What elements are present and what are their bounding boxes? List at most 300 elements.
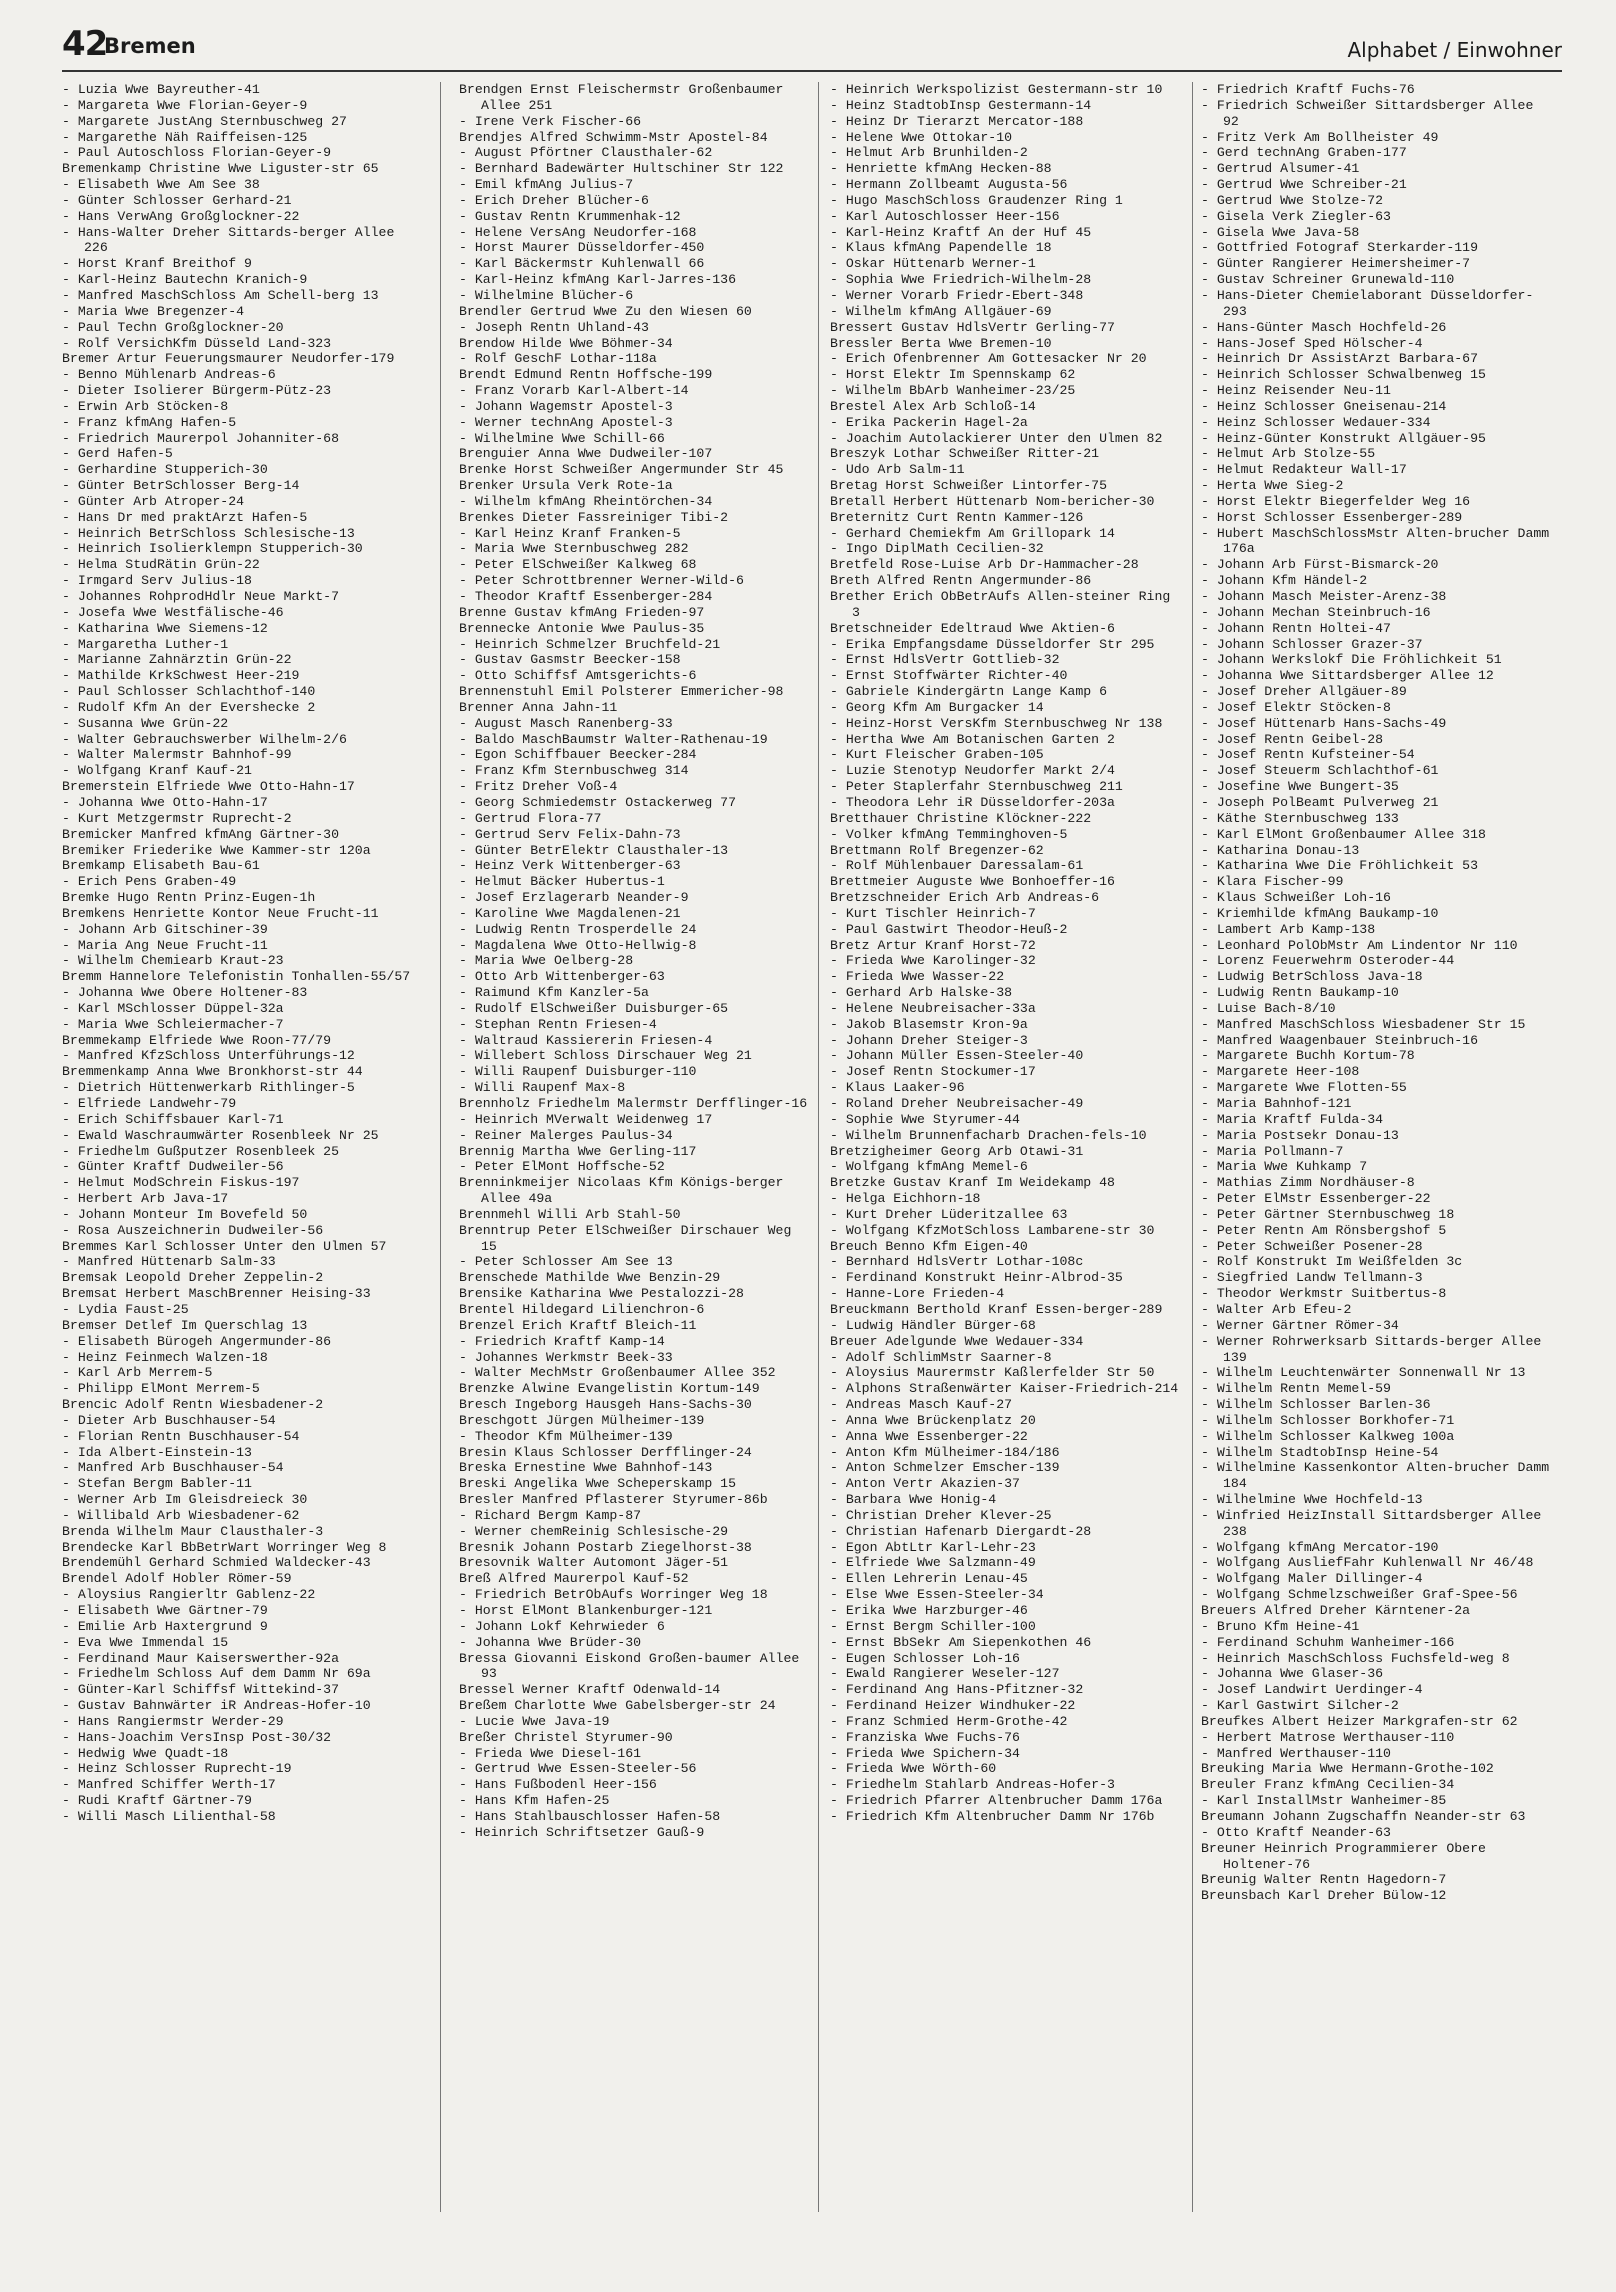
- directory-entry: - Theodor Kraftf Essenberger-284: [459, 589, 713, 604]
- directory-entry: - Luzia Wwe Bayreuther-41: [62, 82, 260, 97]
- directory-entry: Brentel Hildegard Lilienchron-6: [459, 1301, 705, 1317]
- directory-entry: - Friedrich Pfarrer Altenbrucher Damm 176a: [830, 1793, 1163, 1809]
- directory-entry: - Johann Dreher Steiger-3: [830, 1032, 1028, 1048]
- directory-entry: - Anton Schmelzer Emscher-139: [830, 1460, 1060, 1476]
- directory-entry: - Fritz Verk Am Bollheister 49: [1201, 129, 1439, 145]
- directory-entry: - Karl Heinz Kranf Franken-5: [459, 525, 681, 541]
- directory-entry: - Alphons Straßenwärter Kaiser-Friedrich-214: [830, 1381, 1179, 1397]
- directory-entry: - Manfred Schiffer Werth-17: [62, 1777, 276, 1793]
- directory-entry: - Bernhard Badewärter Hultschiner Str 122: [459, 161, 784, 177]
- directory-entry: - Klaus Laaker-96: [830, 1080, 965, 1096]
- directory-entry: - Volker kfmAng Temminghoven-5: [830, 826, 1068, 842]
- directory-entry: - Johann Arb Gitschiner-39: [62, 921, 268, 937]
- directory-entry: - Johannes RohprodHdlr Neue Markt-7: [62, 589, 339, 604]
- directory-entry: - Johann Monteur Im Bovefeld 50: [62, 1206, 308, 1222]
- directory-entry: - Karl-Heinz kfmAng Karl-Jarres-136: [459, 272, 736, 288]
- directory-entry: - Ludwig Rentn Trosperdelle 24: [459, 921, 697, 937]
- directory-entry: - Willi Raupenf Duisburger-110: [459, 1064, 697, 1080]
- directory-entry: - Karl-Heinz Kraftf An der Huf 45: [830, 224, 1092, 240]
- directory-entry: - Helene Wwe Ottokar-10: [830, 129, 1013, 145]
- directory-entry: - Otto Schiffsf Amtsgerichts-6: [459, 668, 697, 684]
- directory-entry: Bretzke Gustav Kranf Im Weidekamp 48: [830, 1175, 1115, 1191]
- directory-entry: - Maria Pollmann-7: [1201, 1143, 1344, 1159]
- directory-entry: - Margarethe Näh Raiffeisen-125: [62, 129, 308, 145]
- directory-entry: - Frieda Wwe Wörth-60: [830, 1761, 997, 1777]
- directory-entry: - Franz kfmAng Hafen-5: [62, 414, 237, 430]
- directory-entry: - Helmut Arb Stolze-55: [1201, 446, 1376, 462]
- directory-entry: - Egon AbtLtr Karl-Lehr-23: [830, 1539, 1036, 1555]
- directory-entry: - Gisela Wwe Java-58: [1201, 224, 1360, 240]
- directory-entry: - Oskar Hüttenarb Werner-1: [830, 256, 1036, 272]
- directory-entry: - Aloysius Rangierltr Gablenz-22: [62, 1587, 316, 1603]
- directory-entry: - Susanna Wwe Grün-22: [62, 715, 229, 731]
- directory-entry: Brettmeier Auguste Wwe Bonhoeffer-16: [830, 874, 1115, 890]
- directory-entry: Bressel Werner Kraftf Odenwald-14: [459, 1682, 721, 1698]
- directory-entry: - Irmgard Serv Julius-18: [62, 573, 252, 589]
- directory-entry: - Johannes Werkmstr Beek-33: [459, 1349, 673, 1365]
- directory-entry: - Mathias Zimm Nordhäuser-8: [1201, 1175, 1415, 1191]
- directory-entry: - Georg Kfm Am Burgacker 14: [830, 699, 1044, 715]
- directory-entry: - Gertrud Wwe Essen-Steeler-56: [459, 1761, 697, 1777]
- directory-entry: Brendemühl Gerhard Schmied Waldecker-43: [62, 1555, 371, 1571]
- directory-entry: - Else Wwe Essen-Steeler-34: [830, 1587, 1044, 1603]
- directory-entry: - Theodora Lehr iR Düsseldorfer-203a: [830, 794, 1115, 810]
- directory-entry: - Luzie Stenotyp Neudorfer Markt 2/4: [830, 763, 1115, 779]
- directory-entry: - Peter Schlosser Am See 13: [459, 1254, 673, 1270]
- directory-entry: Bressert Gustav HdlsVertr Gerling-77: [830, 319, 1115, 335]
- directory-entry: - Peter Rentn Am Rönsbergshof 5: [1201, 1222, 1447, 1238]
- directory-entry: - Christian Hafenarb Diergardt-28: [830, 1523, 1092, 1539]
- directory-entry: Brennecke Antonie Wwe Paulus-35: [459, 620, 705, 636]
- directory-entry: - Maria Kraftf Fulda-34: [1201, 1111, 1384, 1127]
- directory-entry: - Elfriede Wwe Salzmann-49: [830, 1555, 1036, 1571]
- directory-entry: - Hans Dr med praktArzt Hafen-5: [62, 509, 308, 525]
- directory-entry: - Maria Wwe Kuhkamp 7: [1201, 1159, 1368, 1175]
- directory-entry: - Anton Vertr Akazien-37: [830, 1476, 1020, 1492]
- directory-entry: - Helene VersAng Neudorfer-168: [459, 224, 697, 240]
- directory-entry: Bretzschneider Erich Arb Andreas-6: [830, 890, 1100, 906]
- directory-entry: - Bruno Kfm Heine-41: [1201, 1618, 1360, 1634]
- directory-entry: Brendgen Ernst Fleischermstr Großenbaumer Allee 251: [459, 82, 784, 113]
- directory-entry: - Theodor Kfm Mülheimer-139: [459, 1428, 673, 1444]
- directory-entry: Bremmekamp Elfriede Wwe Roon-77/79: [62, 1032, 332, 1048]
- directory-entry: - Winfried HeizInstall Sittardsberger Allee 238: [1201, 1507, 1542, 1539]
- directory-entry: - Margareta Wwe Florian-Geyer-9: [62, 97, 308, 113]
- directory-entry: - Johanna Wwe Sittardsberger Allee 12: [1201, 668, 1494, 684]
- directory-entry: - Udo Arb Salm-11: [830, 462, 965, 478]
- directory-entry: Bremenkamp Christine Wwe Liguster-str 65: [62, 161, 379, 177]
- directory-entry: - Paul Techn Großglockner-20: [62, 319, 284, 335]
- directory-entry: Breufkes Albert Heizer Markgrafen-str 62: [1201, 1713, 1518, 1729]
- directory-entry: - Christian Dreher Klever-25: [830, 1507, 1052, 1523]
- directory-entry: - Jakob Blasemstr Kron-9a: [830, 1016, 1028, 1032]
- directory-entry: - Luise Bach-8/10: [1201, 1000, 1336, 1016]
- directory-entry: - Heinz Feinmech Walzen-18: [62, 1349, 268, 1365]
- directory-entry: Bresovnik Walter Automont Jäger-51: [459, 1555, 729, 1571]
- directory-entry: - Wolfgang KfzMotSchloss Lambarene-str 30: [830, 1222, 1155, 1238]
- directory-entry: - Gustav Bahnwärter iR Andreas-Hofer-10: [62, 1698, 371, 1714]
- directory-entry: Brennholz Friedhelm Malermstr Derfflinger-16: [459, 1096, 808, 1111]
- directory-entry: Bretzigheimer Georg Arb Otawi-31: [830, 1143, 1084, 1159]
- directory-entry: Brenda Wilhelm Maur Clausthaler-3: [62, 1523, 324, 1539]
- directory-entry: - Johanna Wwe Brüder-30: [459, 1634, 642, 1650]
- directory-entry: - Hubert MaschSchlossMstr Alten-brucher Damm 176a: [1201, 525, 1550, 557]
- directory-entry: - Wilhelmine Kassenkontor Alten-brucher Damm 184: [1201, 1460, 1550, 1492]
- directory-entry: - Josef Landwirt Uerdinger-4: [1201, 1682, 1423, 1698]
- directory-entry: Brendt Edmund Rentn Hoffsche-199: [459, 367, 713, 383]
- directory-entry: Breßer Christel Styrumer-90: [459, 1729, 673, 1745]
- directory-entry: Brenguier Anna Wwe Dudweiler-107: [459, 446, 713, 462]
- directory-entry: - Erich Dreher Blücher-6: [459, 192, 649, 208]
- directory-entry: Breska Ernestine Wwe Bahnhof-143: [459, 1460, 713, 1476]
- directory-entry: - Friedrich Kraftf Kamp-14: [459, 1333, 665, 1349]
- directory-entry: - Hans-Josef Sped Hölscher-4: [1201, 335, 1423, 351]
- directory-entry: - Hans-Joachim VersInsp Post-30/32: [62, 1729, 332, 1745]
- directory-entry: Bretthauer Christine Klöckner-222: [830, 810, 1092, 826]
- directory-entry: - Kurt Dreher Lüderitzallee 63: [830, 1206, 1068, 1222]
- directory-entry: Brendler Gertrud Wwe Zu den Wiesen 60: [459, 303, 752, 319]
- directory-entry: Bremiker Friederike Wwe Kammer-str 120a: [62, 842, 371, 858]
- directory-entry: Breschgott Jürgen Mülheimer-139: [459, 1412, 705, 1428]
- directory-entry: - Wilhelm Schlosser Kalkweg 100a: [1201, 1428, 1455, 1444]
- directory-entry: - Magdalena Wwe Otto-Hellwig-8: [459, 937, 697, 953]
- directory-entry: - Franz Schmied Herm-Grothe-42: [830, 1713, 1068, 1729]
- directory-entry: - Frieda Wwe Wasser-22: [830, 969, 1005, 985]
- directory-entry: - Karl Gastwirt Silcher-2: [1201, 1698, 1399, 1714]
- directory-entry: Bresler Manfred Pflasterer Styrumer-86b: [459, 1492, 768, 1508]
- directory-entry: Bresch Ingeborg Hausgeh Hans-Sachs-30: [459, 1397, 752, 1413]
- directory-entry: - Wilhelm Chemiearb Kraut-23: [62, 953, 284, 969]
- directory-entry: Breuer Adelgunde Wwe Wedauer-334: [830, 1333, 1084, 1349]
- directory-entry: - Peter Schrottbrenner Werner-Wild-6: [459, 573, 744, 589]
- directory-entry: - Josefine Wwe Bungert-35: [1201, 779, 1399, 795]
- directory-entry: - Karl Autoschlosser Heer-156: [830, 208, 1060, 224]
- directory-entry: - Wilhelm Schlosser Borkhofer-71: [1201, 1412, 1455, 1428]
- directory-entry: - Manfred MaschSchloss Am Schell-berg 13: [62, 287, 379, 303]
- directory-entry: - Karl InstallMstr Wanheimer-85: [1201, 1793, 1447, 1809]
- directory-entry: - Stephan Rentn Friesen-4: [459, 1016, 657, 1032]
- directory-entry: - Ferdinand Konstrukt Heinr-Albrod-35: [830, 1270, 1123, 1286]
- directory-entry: - Manfred Hüttenarb Salm-33: [62, 1254, 276, 1270]
- directory-entry: - Maria Wwe Oelberg-28: [459, 953, 634, 969]
- directory-entry: - Wilhelm kfmAng Allgäuer-69: [830, 303, 1052, 319]
- directory-entry: - Heinrich Schriftsetzer Gauß-9: [459, 1824, 705, 1840]
- directory-entry: - Helma StudRätin Grün-22: [62, 557, 260, 573]
- directory-entry: - Gustav Gasmstr Beecker-158: [459, 652, 681, 668]
- directory-entry: - Wilhelmine Wwe Hochfeld-13: [1201, 1492, 1423, 1508]
- directory-entry: - Peter ElSchweißer Kalkweg 68: [459, 557, 697, 573]
- directory-entry: - Josefa Wwe Westfälische-46: [62, 604, 284, 620]
- directory-entry: - Wolfgang Schmelzschweißer Graf-Spee-56: [1201, 1587, 1518, 1603]
- directory-entry: - Friedrich Kfm Altenbrucher Damm Nr 176b: [830, 1808, 1155, 1824]
- directory-entry: Bremer Artur Feuerungsmaurer Neudorfer-179: [62, 351, 395, 367]
- directory-entry: - Klara Fischer-99: [1201, 874, 1344, 890]
- directory-entry: - Rudi Kraftf Gärtner-79: [62, 1793, 252, 1809]
- directory-entry: - Kriemhilde kfmAng Baukamp-10: [1201, 905, 1439, 921]
- directory-entry: - Günter BetrElektr Clausthaler-13: [459, 842, 729, 858]
- directory-entry: - Johann Mechan Steinbruch-16: [1201, 604, 1431, 620]
- directory-entry: - Helmut Bäcker Hubertus-1: [459, 874, 665, 890]
- directory-entry: - Werner chemReinig Schlesische-29: [459, 1523, 729, 1539]
- directory-entry: - Hertha Wwe Am Botanischen Garten 2: [830, 731, 1115, 747]
- directory-entry: - Eva Wwe Immendal 15: [62, 1634, 229, 1650]
- directory-entry: Breunig Walter Rentn Hagedorn-7: [1201, 1872, 1447, 1888]
- directory-entry: - Walter Malermstr Bahnhof-99: [62, 747, 292, 763]
- directory-entry: Breßem Charlotte Wwe Gabelsberger-str 24: [459, 1698, 776, 1714]
- directory-entry: - Wilhelm Schlosser Barlen-36: [1201, 1397, 1431, 1413]
- directory-entry: - Horst Elektr Biegerfelder Weg 16: [1201, 493, 1471, 509]
- directory-entry: - Walter Arb Efeu-2: [1201, 1301, 1352, 1317]
- directory-entry: - Wilhelm Rentn Memel-59: [1201, 1381, 1391, 1397]
- directory-entry: Brenzke Alwine Evangelistin Kortum-149: [459, 1381, 760, 1397]
- directory-entry: - Werner Gärtner Römer-34: [1201, 1317, 1399, 1333]
- directory-entry: - Erwin Arb Stöcken-8: [62, 398, 229, 414]
- directory-entry: - Gerd Hafen-5: [62, 446, 173, 462]
- directory-entry: - Franz Kfm Sternbuschweg 314: [459, 763, 689, 779]
- directory-entry: Bremmes Karl Schlosser Unter den Ulmen 57: [62, 1238, 387, 1254]
- directory-entry: - Willibald Arb Wiesbadener-62: [62, 1507, 300, 1523]
- directory-entry: - Gerd technAng Graben-177: [1201, 145, 1407, 161]
- directory-entry: - Heinrich MaschSchloss Fuchsfeld-weg 8: [1201, 1650, 1510, 1666]
- directory-entry: - Anton Kfm Mülheimer-184/186: [830, 1444, 1060, 1460]
- directory-entry: Bremser Detlef Im Querschlag 13: [62, 1317, 308, 1333]
- directory-entry: - Günter-Karl Schiffsf Wittekind-37: [62, 1682, 339, 1698]
- directory-entry: - Eugen Schlosser Loh-16: [830, 1650, 1020, 1666]
- directory-entry: - Joseph PolBeamt Pulverweg 21: [1201, 794, 1439, 810]
- directory-entry: - Otto Kraftf Neander-63: [1201, 1824, 1391, 1840]
- directory-entry: - Heinrich BetrSchloss Schlesische-13: [62, 525, 355, 541]
- directory-entry: - Horst Elektr Im Spennskamp 62: [830, 367, 1076, 383]
- directory-entry: - Henriette kfmAng Hecken-88: [830, 161, 1052, 177]
- directory-entry: - Irene Verk Fischer-66: [459, 113, 642, 129]
- directory-entry: - Wilhelm kfmAng Rheintörchen-34: [459, 493, 713, 509]
- directory-entry: - Heinz Dr Tierarzt Mercator-188: [830, 113, 1084, 129]
- directory-entry: - Dietrich Hüttenwerkarb Rithlinger-5: [62, 1080, 355, 1096]
- directory-entry: - Friedrich BetrObAufs Worringer Weg 18: [459, 1587, 768, 1603]
- directory-entry: - Helmut Arb Brunhilden-2: [830, 145, 1028, 161]
- directory-entry: - Gertrud Alsumer-41: [1201, 161, 1360, 177]
- directory-entry: - Karl Arb Merrem-5: [62, 1365, 213, 1381]
- directory-entry: - Heinz Schlosser Wedauer-334: [1201, 414, 1431, 430]
- directory-entry: - Walter Gebrauchswerber Wilhelm-2/6: [62, 731, 347, 747]
- directory-entry: - Maria Postsekr Donau-13: [1201, 1127, 1399, 1143]
- directory-entry: - Helene Neubreisacher-33a: [830, 1000, 1036, 1016]
- directory-entry: - Gustav Rentn Krummenhak-12: [459, 208, 681, 224]
- directory-entry: - Gerhardine Stupperich-30: [62, 462, 268, 478]
- directory-entry: Brendjes Alfred Schwimm-Mstr Apostel-84: [459, 129, 768, 145]
- directory-entry: - Elisabeth Bürogeh Angermunder-86: [62, 1333, 332, 1349]
- directory-entry: - Willi Raupenf Max-8: [459, 1080, 626, 1096]
- directory-entry: - Walter MechMstr Großenbaumer Allee 352: [459, 1365, 776, 1381]
- directory-entry: - Manfred Arb Buschhauser-54: [62, 1460, 284, 1476]
- section-title: Alphabet / Einwohner: [1347, 38, 1562, 62]
- directory-entry: - Margarete Buchh Kortum-78: [1201, 1048, 1415, 1064]
- directory-entry: - Klaus Schweißer Loh-16: [1201, 890, 1391, 906]
- directory-entry: - Wilhelm Leuchtenwärter Sonnenwall Nr 13: [1201, 1365, 1526, 1381]
- directory-entry: - Günter Schlosser Gerhard-21: [62, 192, 292, 208]
- directory-entry: - Josef Steuerm Schlachthof-61: [1201, 763, 1439, 779]
- directory-entry: - Erich Pens Graben-49: [62, 874, 237, 890]
- directory-entry: Bremkens Henriette Kontor Neue Frucht-11: [62, 905, 379, 921]
- directory-entry: - Erich Schiffsbauer Karl-71: [62, 1111, 284, 1127]
- directory-entry: - Josef Elektr Stöcken-8: [1201, 699, 1391, 715]
- directory-entry: - August Pförtner Clausthaler-62: [459, 145, 713, 161]
- directory-entry: - Rolf Mühlenbauer Daressalam-61: [830, 858, 1084, 874]
- directory-entry: Bresnik Johann Postarb Ziegelhorst-38: [459, 1539, 752, 1555]
- directory-entry: - Friedhelm Gußputzer Rosenbleek 25: [62, 1143, 339, 1159]
- directory-entry: Brether Erich ObBetrAufs Allen-steiner Ring 3: [830, 589, 1171, 620]
- directory-entry: - Gertrud Serv Felix-Dahn-73: [459, 826, 681, 842]
- directory-entry: - Peter Gärtner Sternbuschweg 18: [1201, 1206, 1455, 1222]
- directory-entry: - Emilie Arb Haxtergrund 9: [62, 1618, 268, 1634]
- directory-entry: - Marianne Zahnärztin Grün-22: [62, 652, 292, 668]
- directory-entry: - Hans VerwAng Großglockner-22: [62, 208, 300, 224]
- directory-entry: - Horst ElMont Blankenburger-121: [459, 1603, 713, 1618]
- directory-entry: - Margarete Wwe Flotten-55: [1201, 1080, 1407, 1096]
- directory-entry: Brensike Katharina Wwe Pestalozzi-28: [459, 1286, 744, 1302]
- directory-entry: - Georg Schmiedemstr Ostackerweg 77: [459, 794, 736, 810]
- directory-entry: - Richard Bergm Kamp-87: [459, 1507, 642, 1523]
- directory-entry: - Werner Vorarb Friedr-Ebert-348: [830, 287, 1084, 303]
- directory-entry: Brenkes Dieter Fassreiniger Tibi-2: [459, 509, 729, 525]
- directory-entry: - Peter Schweißer Posener-28: [1201, 1238, 1423, 1254]
- directory-entry: - Werner technAng Apostel-3: [459, 414, 673, 430]
- directory-entry: - Joseph Rentn Uhland-43: [459, 319, 649, 335]
- directory-entry: - Josef Erzlagerarb Neander-9: [459, 890, 689, 906]
- directory-entry: Breth Alfred Rentn Angermunder-86: [830, 573, 1092, 589]
- directory-entry: Brencic Adolf Rentn Wiesbadener-2: [62, 1397, 324, 1413]
- directory-entry: Brenninkmeijer Nicolaas Kfm Königs-berger Allee 49a: [459, 1175, 784, 1207]
- directory-entry: - Dieter Arb Buschhauser-54: [62, 1412, 276, 1428]
- directory-entry: - Heinrich Schmelzer Bruchfeld-21: [459, 636, 721, 652]
- directory-entry: - Josef Rentn Geibel-28: [1201, 731, 1384, 747]
- directory-entry: - Herbert Matrose Werthauser-110: [1201, 1729, 1455, 1745]
- directory-entry: - Siegfried Landw Tellmann-3: [1201, 1270, 1423, 1286]
- directory-entry: Bremmenkamp Anna Wwe Bronkhorst-str 44: [62, 1064, 363, 1080]
- directory-entry: Bresin Klaus Schlosser Derfflinger-24: [459, 1444, 752, 1460]
- directory-entry: - Karoline Wwe Magdalenen-21: [459, 905, 681, 921]
- directory-entry: - Gisela Verk Ziegler-63: [1201, 208, 1391, 224]
- directory-entry: Bretz Artur Kranf Horst-72: [830, 937, 1036, 953]
- directory-entry: Bretfeld Rose-Luise Arb Dr-Hammacher-28: [830, 557, 1139, 573]
- directory-entry: - Friedrich Schweißer Sittardsberger Allee 92: [1201, 97, 1534, 129]
- directory-entry: Bremsak Leopold Dreher Zeppelin-2: [62, 1270, 324, 1286]
- directory-entry: - Günter Rangierer Heimersheimer-7: [1201, 256, 1471, 272]
- directory-entry: - Ernst Bergm Schiller-100: [830, 1618, 1036, 1634]
- column-divider: [818, 82, 819, 2212]
- directory-entry: - Anna Wwe Essenberger-22: [830, 1428, 1028, 1444]
- directory-entry: - Maria Wwe Schleiermacher-7: [62, 1016, 284, 1032]
- directory-entry: Bressa Giovanni Eiskond Großen-baumer Allee 93: [459, 1650, 800, 1682]
- directory-entry: Breß Alfred Maurerpol Kauf-52: [459, 1571, 689, 1587]
- directory-entry: - Ferdinand Maur Kaiserswerther-92a: [62, 1650, 339, 1666]
- directory-entry: - Wolfgang AusliefFahr Kuhlenwall Nr 46/48: [1201, 1555, 1534, 1571]
- directory-entry: - Josef Rentn Kufsteiner-54: [1201, 747, 1415, 763]
- directory-entry: - Rolf VersichKfm Düsseld Land-323: [62, 335, 332, 351]
- directory-entry: - Peter ElMstr Essenberger-22: [1201, 1191, 1431, 1207]
- directory-entry: - Erika Empfangsdame Düsseldorfer Str 295: [830, 636, 1155, 652]
- directory-entry: - Ewald Waschraumwärter Rosenbleek Nr 25: [62, 1127, 379, 1143]
- directory-entry: Bretag Horst Schweißer Lintorfer-75: [830, 478, 1107, 494]
- directory-entry: - Johann Kfm Händel-2: [1201, 573, 1368, 589]
- directory-entry: - Frieda Wwe Diesel-161: [459, 1745, 642, 1761]
- directory-entry: - August Masch Ranenberg-33: [459, 715, 673, 731]
- directory-entry: Breternitz Curt Rentn Kammer-126: [830, 509, 1084, 525]
- directory-entry: - Ludwig Händler Bürger-68: [830, 1317, 1036, 1333]
- directory-entry: - Theodor Werkmstr Suitbertus-8: [1201, 1286, 1447, 1302]
- directory-entry: - Ferdinand Ang Hans-Pfitzner-32: [830, 1682, 1084, 1698]
- directory-column-4: [1201, 82, 1556, 2282]
- directory-entry: - Elfriede Landwehr-79: [62, 1096, 237, 1111]
- directory-entry: Breuner Heinrich Programmierer Obere Holtener-76: [1201, 1840, 1486, 1872]
- directory-entry: - Hans Fußbodenl Heer-156: [459, 1777, 657, 1793]
- directory-entry: - Wolfgang Maler Dillinger-4: [1201, 1571, 1423, 1587]
- directory-entry: - Wilhelmine Wwe Schill-66: [459, 430, 665, 446]
- directory-entry: - Ellen Lehrerin Lenau-45: [830, 1571, 1028, 1587]
- directory-entry: - Margarete Heer-108: [1201, 1064, 1360, 1080]
- directory-entry: - Johann Lokf Kehrwieder 6: [459, 1618, 665, 1634]
- directory-entry: - Rolf GeschF Lothar-118a: [459, 351, 657, 367]
- directory-entry: - Anna Wwe Brückenplatz 20: [830, 1412, 1036, 1428]
- directory-entry: - Rudolf ElSchweißer Duisburger-65: [459, 1000, 729, 1016]
- directory-entry: - Hans Stahlbauschlosser Hafen-58: [459, 1808, 721, 1824]
- directory-entry: - Willebert Schloss Dirschauer Weg 21: [459, 1048, 752, 1064]
- directory-entry: Bremke Hugo Rentn Prinz-Eugen-1h: [62, 890, 316, 906]
- directory-entry: Brestel Alex Arb Schloß-14: [830, 398, 1036, 414]
- directory-entry: - Werner Arb Im Gleisdreieck 30: [62, 1492, 308, 1508]
- directory-entry: Bremm Hannelore Telefonistin Tonhallen-55/57: [62, 969, 411, 985]
- city-title: Bremen: [104, 34, 196, 58]
- directory-entry: - Wilhelm Brunnenfacharb Drachen-fels-10: [830, 1127, 1147, 1143]
- directory-entry: Bremkamp Elisabeth Bau-61: [62, 858, 260, 874]
- directory-entry: - Franziska Wwe Fuchs-76: [830, 1729, 1020, 1745]
- directory-entry: - Friedhelm Stahlarb Andreas-Hofer-3: [830, 1777, 1115, 1793]
- directory-entry: - Johann Müller Essen-Steeler-40: [830, 1048, 1084, 1064]
- directory-entry: - Egon Schiffbauer Beecker-284: [459, 747, 697, 763]
- directory-entry: - Friedhelm Schloss Auf dem Damm Nr 69a: [62, 1666, 371, 1682]
- directory-entry: Brennig Martha Wwe Gerling-117: [459, 1143, 697, 1159]
- directory-entry: Bretschneider Edeltraud Wwe Aktien-6: [830, 620, 1115, 636]
- directory-entry: Brenke Horst Schweißer Angermunder Str 45: [459, 462, 784, 478]
- directory-entry: - Lorenz Feuerwehrm Osteroder-44: [1201, 953, 1455, 969]
- directory-entry: - Johann Wagemstr Apostel-3: [459, 398, 673, 414]
- directory-entry: - Barbara Wwe Honig-4: [830, 1492, 997, 1508]
- directory-entry: - Hans Kfm Hafen-25: [459, 1793, 610, 1809]
- directory-entry: - Hans-Dieter Chemielaborant Düsseldorfer-293: [1201, 287, 1534, 319]
- directory-entry: - Aloysius Maurermstr Kaßlerfelder Str 50: [830, 1365, 1155, 1381]
- directory-entry: - Gertrud Wwe Schreiber-21: [1201, 177, 1407, 193]
- directory-entry: - Otto Arb Wittenberger-63: [459, 969, 665, 985]
- directory-entry: - Adolf SchlimMstr Saarner-8: [830, 1349, 1052, 1365]
- directory-entry: - Heinz-Günter Konstrukt Allgäuer-95: [1201, 430, 1486, 446]
- column-divider: [1192, 82, 1193, 2212]
- directory-entry: - Heinrich Isolierklempn Stupperich-30: [62, 541, 363, 557]
- directory-entry: Bressler Berta Wwe Bremen-10: [830, 335, 1052, 351]
- directory-entry: - Lydia Faust-25: [62, 1301, 189, 1317]
- directory-entry: - Johann Schlosser Grazer-37: [1201, 636, 1423, 652]
- directory-entry: - Rudolf Kfm An der Evershecke 2: [62, 699, 316, 715]
- directory-entry: Brenzel Erich Kraftf Bleich-11: [459, 1317, 697, 1333]
- directory-entry: - Erika Packerin Hagel-2a: [830, 414, 1028, 430]
- directory-entry: - Kurt Fleischer Graben-105: [830, 747, 1044, 763]
- directory-entry: - Herbert Arb Java-17: [62, 1191, 229, 1207]
- directory-column-1: [62, 82, 417, 2282]
- directory-entry: - Johanna Wwe Glaser-36: [1201, 1666, 1384, 1682]
- directory-entry: - Waltraud Kassiererin Friesen-4: [459, 1032, 713, 1048]
- directory-entry: - Peter ElMont Hoffsche-52: [459, 1159, 665, 1175]
- directory-entry: - Sophia Wwe Friedrich-Wilhelm-28: [830, 272, 1092, 288]
- directory-entry: - Herta Wwe Sieg-2: [1201, 478, 1344, 494]
